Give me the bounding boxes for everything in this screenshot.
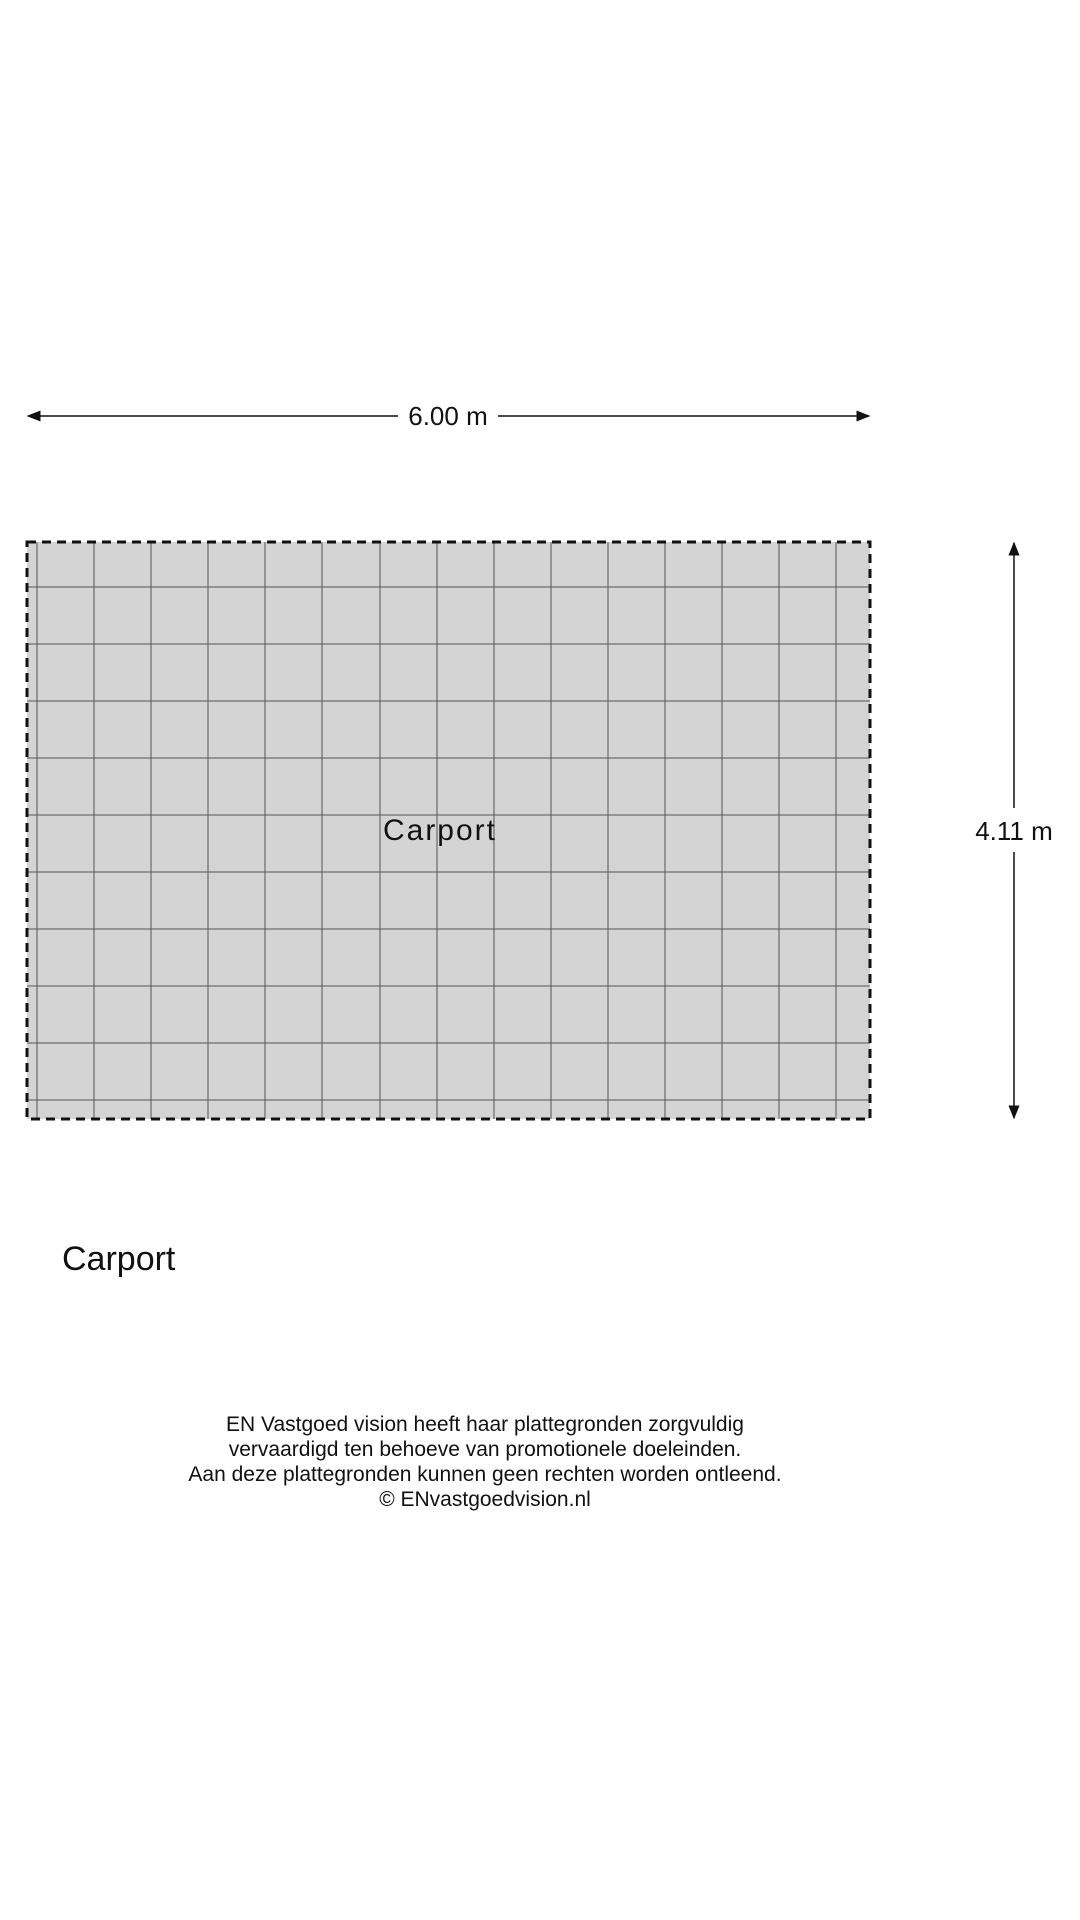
- floor-name-title: Carport: [62, 1240, 176, 1278]
- width-dimension-label: 6.00 m: [408, 401, 488, 431]
- width-dimension: [28, 401, 869, 431]
- copyright-line: © ENvastgoedvision.nl: [379, 1488, 591, 1511]
- depth-dimension: [975, 543, 1053, 1118]
- disclaimer-line: Aan deze plattegronden kunnen geen rechten worden ontleend.: [188, 1463, 782, 1486]
- room-label: Carport: [382, 814, 498, 847]
- disclaimer: [0, 1412, 970, 1512]
- disclaimer-line: vervaardigd ten behoeve van promotionele doeleinden.: [228, 1438, 742, 1461]
- depth-dimension-label: 4.11 m: [975, 816, 1053, 846]
- disclaimer-line: EN Vastgoed vision heeft haar plattegronden zorgvuldig: [226, 1413, 744, 1436]
